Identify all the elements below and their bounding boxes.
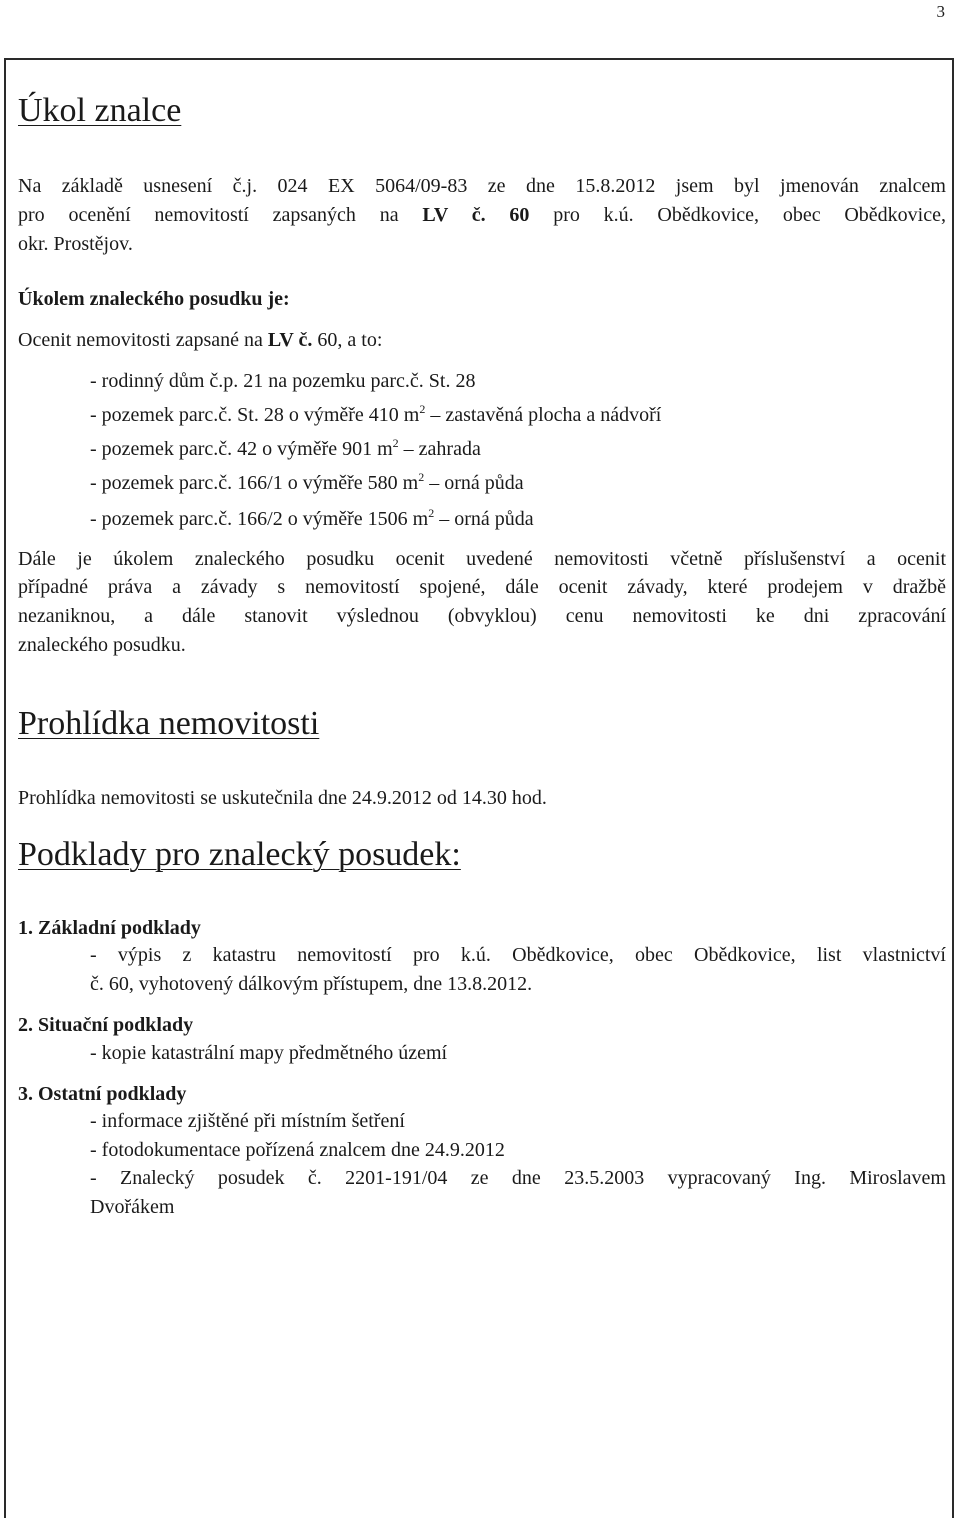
further-task-line: Dále je úkolem znaleckého posudku ocenit uvedené nemovitosti včetně příslušenství a ocenit: [18, 548, 946, 570]
property-item: [90, 469, 524, 498]
documents-line: - fotodokumentace pořízená znalcem dne 24.9.2012: [90, 1139, 505, 1161]
intro-line-2-a: pro ocenění nemovitostí zapsaných na: [18, 204, 423, 226]
property-item-use: – zastavěná plocha a nádvoří: [425, 404, 662, 426]
further-task-line: znaleckého posudku.: [18, 634, 186, 656]
documents-line: - informace zjištěné při místním šetření: [90, 1110, 405, 1132]
property-item-use: – zahrada: [398, 438, 481, 460]
property-item-use: – orná půda: [434, 508, 534, 530]
intro-line-2-c: pro k.ú. Obědkovice, obec Obědkovice,: [529, 204, 946, 226]
property-item-text: - pozemek parc.č. 42 o výměře 901 m: [90, 438, 393, 460]
documents-section-title: 2. Situační podklady: [18, 1014, 194, 1036]
documents-heading: Podklady pro znalecký posudek:: [18, 836, 461, 873]
page-number: 3: [936, 2, 945, 21]
documents-line: č. 60, vyhotovený dálkovým přístupem, dne 13.8.2012.: [90, 973, 533, 995]
intro-line-3: okr. Prostějov.: [18, 233, 133, 255]
intro-line-1: Na základě usnesení č.j. 024 EX 5064/09-83 ze dne 15.8.2012 jsem byl jmenován znalcem: [18, 175, 946, 197]
property-item-text: - rodinný dům č.p. 21 na pozemku parc.č. St. 28: [90, 370, 476, 392]
area-unit-exponent: 2: [392, 436, 399, 450]
property-item-text: - pozemek parc.č. 166/1 o výměře 580 m: [90, 472, 419, 494]
property-item: [90, 367, 475, 396]
documents-section-title: 1. Základní podklady: [18, 917, 201, 939]
further-task-line: případné práva a závady s nemovitostí spojené, dále ocenit závady, které prodejem v dražbě: [18, 576, 946, 598]
documents-line: - kopie katastrální mapy předmětného území: [90, 1042, 448, 1064]
documents-section-title: 3. Ostatní podklady: [18, 1083, 187, 1105]
valuate-c: 60, a to:: [312, 329, 383, 351]
valuate-line: [18, 326, 382, 355]
valuate-lv: LV č.: [267, 329, 313, 351]
goal-heading: Úkolem znaleckého posudku je:: [18, 288, 290, 310]
inspection-heading: Prohlídka nemovitosti: [18, 705, 320, 742]
documents-line: - Znalecký posudek č. 2201-191/04 ze dne 23.5.2003 vypracovaný Ing. Miroslavem: [90, 1167, 946, 1189]
property-item-use: – orná půda: [424, 472, 524, 494]
intro-line-2: [18, 201, 946, 230]
area-unit-exponent: 2: [428, 506, 435, 520]
property-item-text: - pozemek parc.č. 166/2 o výměře 1506 m: [90, 508, 429, 530]
property-item-text: - pozemek parc.č. St. 28 o výměře 410 m: [90, 404, 420, 426]
property-item: [90, 401, 661, 430]
inspection-text: Prohlídka nemovitosti se uskutečnila dne 24.9.2012 od 14.30 hod.: [18, 787, 547, 809]
valuate-a: Ocenit nemovitosti zapsané na: [18, 329, 268, 351]
property-item: [90, 505, 534, 534]
intro-lv-ref: LV č. 60: [422, 204, 530, 226]
task-heading: Úkol znalce: [18, 92, 182, 129]
property-item: [90, 435, 481, 464]
area-unit-exponent: 2: [418, 470, 425, 484]
further-task-line: nezaniknou, a dále stanovit výslednou (obvyklou) cenu nemovitosti ke dni zpracování: [18, 605, 946, 627]
area-unit-exponent: 2: [419, 402, 426, 416]
documents-line: - výpis z katastru nemovitostí pro k.ú. Obědkovice, obec Obědkovice, list vlastnictví: [90, 944, 946, 966]
documents-line: Dvořákem: [90, 1196, 175, 1218]
